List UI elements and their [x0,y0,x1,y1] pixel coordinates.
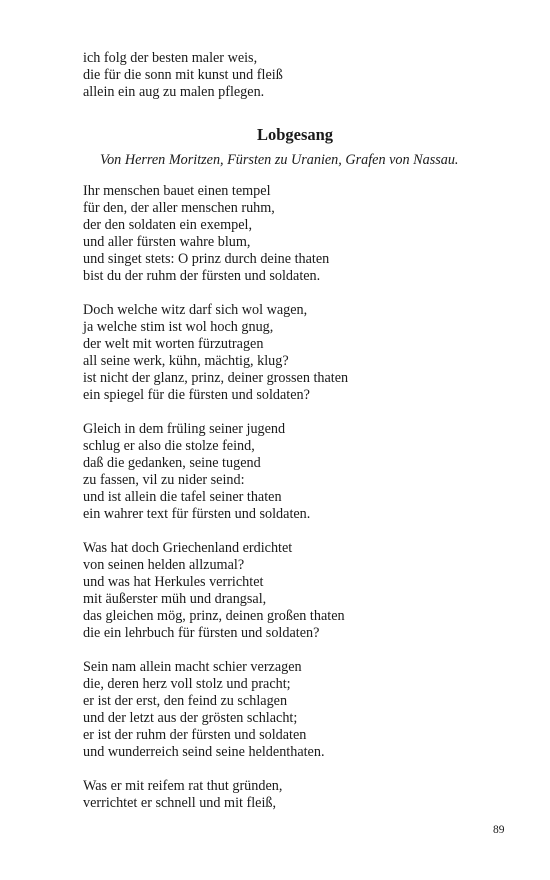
verse-line: Ihr menschen bauet einen tempel [83,183,271,199]
verse-line: und der letzt aus der grösten schlacht; [83,710,298,726]
verse-line: von seinen helden allzumal? [83,557,245,573]
verse-line: ein wahrer text für fürsten und soldaten. [83,506,311,522]
poem-title: Lobgesang [256,125,334,144]
verse-line: schlug er also die stolze feind, [83,438,255,454]
verse-line: der den soldaten ein exempel, [83,217,253,233]
verse-line: Was hat doch Griechenland erdichtet [83,540,293,556]
verse-line: und wunderreich seind seine heldenthaten. [83,744,325,760]
intro-line: die für die sonn mit kunst und fleiß [83,67,283,83]
intro-line: ich folg der besten maler weis, [83,50,258,66]
verse-line: das gleichen mög, prinz, deinen großen thaten [83,608,345,624]
intro-line: allein ein aug zu malen pflegen. [83,84,265,100]
verse-line: er ist der ruhm der fürsten und soldaten [83,727,307,743]
verse-line: für den, der aller menschen ruhm, [83,200,275,216]
verse-line: daß die gedanken, seine tugend [83,455,261,471]
verse-line: Gleich in dem früling seiner jugend [83,421,286,437]
verse-line: der welt mit worten fürzutragen [83,336,264,352]
verse-line: Was er mit reifem rat thut gründen, [83,778,283,794]
verse-line: die ein lehrbuch für fürsten und soldaten? [83,625,320,641]
verse-line: und aller fürsten wahre blum, [83,234,251,250]
verse-line: ja welche stim ist wol hoch gnug, [83,319,274,335]
verse-line: die, deren herz voll stolz und pracht; [83,676,291,692]
verse-line: und ist allein die tafel seiner thaten [83,489,282,505]
verse-line: all seine werk, kühn, mächtig, klug? [83,353,289,369]
verse-line: Doch welche witz darf sich wol wagen, [83,302,308,318]
verse-line: mit äußerster müh und drangsal, [83,591,267,607]
verse-line: und singet stets: O prinz durch deine thaten [83,251,330,267]
poem-subtitle: Von Herren Moritzen, Fürsten zu Uranien, Grafen von Nassau. [100,152,459,168]
verse-line: ein spiegel für die fürsten und soldaten? [83,387,310,403]
page-number: 89 [493,824,505,836]
verse-line: bist du der ruhm der fürsten und soldaten. [83,268,321,284]
verse-line: er ist der erst, den feind zu schlagen [83,693,288,709]
verse-line: ist nicht der glanz, prinz, deiner grossen thaten [83,370,349,386]
verse-line: verrichtet er schnell und mit fleiß, [83,795,277,811]
verse-line: und was hat Herkules verrichtet [83,574,264,590]
verse-line: Sein nam allein macht schier verzagen [83,659,302,675]
verse-line: zu fassen, vil zu nider seind: [83,472,245,488]
